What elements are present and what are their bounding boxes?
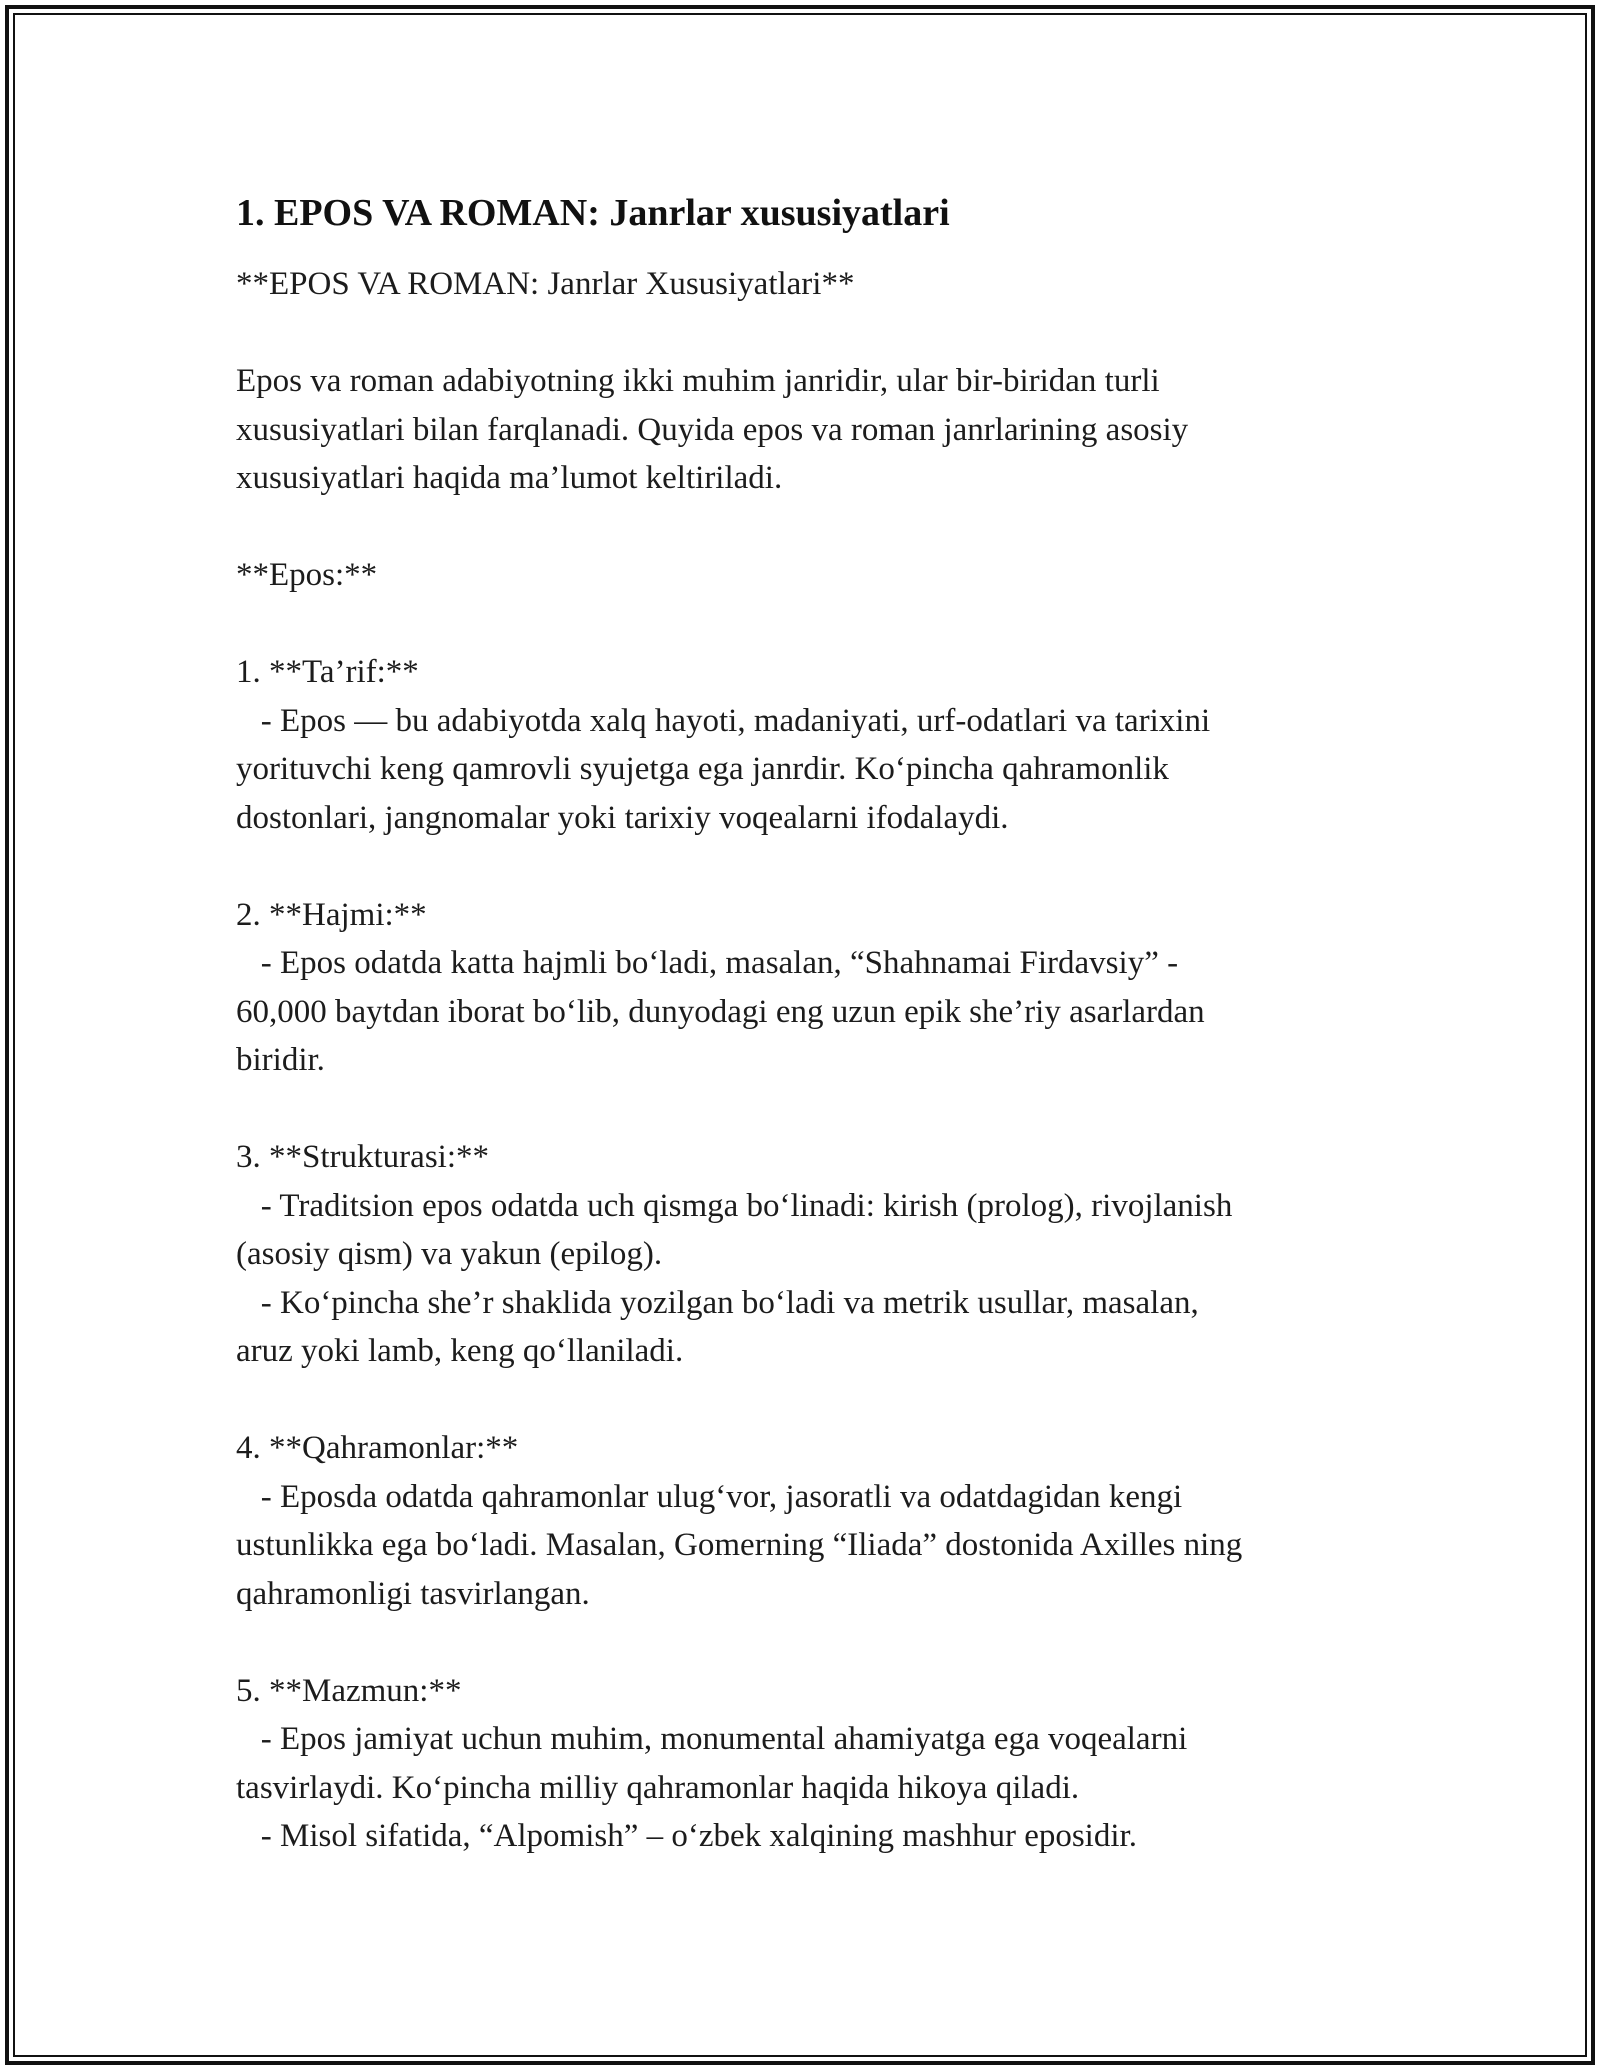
paragraph-gap: [236, 503, 1386, 552]
list-item-title: 2. **Hajmi:**: [236, 896, 427, 933]
list-item-title: 3. **Strukturasi:**: [236, 1139, 489, 1175]
list-item: [236, 1424, 1386, 1618]
list-item-text: - Traditsion epos odatda uch qismga bo‘linadi: kirish (prolog), rivojlanish (asosiy qism) va yakun (epilog). - Ko‘pincha she’r shaklida yozilgan bo‘ladi va metrik usullar, masalan, aruz yoki lamb, keng qo‘llaniladi.: [236, 1187, 1233, 1369]
paragraph-gap: [236, 1618, 1386, 1667]
list-item-title: 4. **Qahramonlar:**: [236, 1430, 519, 1466]
list-item-text: - Epos jamiyat uchun muhim, monumental ahamiyatga ega voqealarni tasvirlaydi. Ko‘pincha milliy qahramonlar haqida hikoya qiladi. - Misol sifatida, “Alpomish” – o‘zbek xalqining mashhur eposidir.: [236, 1721, 1188, 1854]
paragraph-gap: [236, 600, 1386, 649]
list-item: [236, 891, 1386, 1085]
list-item-title: 5. **Mazmun:**: [236, 1672, 462, 1709]
paragraph-gap: [236, 842, 1386, 891]
paragraph-gap: [236, 309, 1386, 358]
paragraph-gap: [236, 1376, 1386, 1425]
document-subtitle: **EPOS VA ROMAN: Janrlar Xususiyatlari**: [236, 266, 855, 302]
list-item: [236, 648, 1386, 842]
document-heading: 1. EPOS VA ROMAN: Janrlar xususiyatlari: [236, 192, 950, 234]
paragraph-gap: [236, 1085, 1386, 1134]
list-item-title: 1. **Ta’rif:**: [236, 654, 419, 690]
list-item: [236, 1667, 1386, 1861]
list-item: [236, 1133, 1386, 1376]
list-item-text: - Eposda odatda qahramonlar ulug‘vor, jasoratli va odatdagidan kengi ustunlikka ega bo‘ladi. Masalan, Gomerning “Iliada” dostonida Axilles ning qahramonligi tasvirlangan.: [236, 1478, 1243, 1612]
list-item-text: - Epos — bu adabiyotda xalq hayoti, madaniyati, urf-odatlari va tarixini yorituvchi keng qamrovli syujetga ega janrdir. Ko‘pincha qahramonlik dostonlari, jangnomalar yoki tarixiy voqealarni ifodalaydi.: [236, 702, 1211, 836]
section-label-epos: **Epos:**: [236, 557, 378, 593]
document-body: [236, 186, 1386, 1861]
list-item-text: - Epos odatda katta hajmli bo‘ladi, masalan, “Shahnamai Firdavsiy” - 60,000 baytdan iborat bo‘lib, dunyodagi eng uzun epik she’riy asarlardan biridir.: [236, 945, 1205, 1078]
intro-paragraph: Epos va roman adabiyotning ikki muhim janridir, ular bir-biridan turli xususiyatlari bilan farqlanadi. Quyida epos va roman janrlarining asosiy xususiyatlari haqida ma’lumot keltiriladi.: [236, 363, 1189, 496]
